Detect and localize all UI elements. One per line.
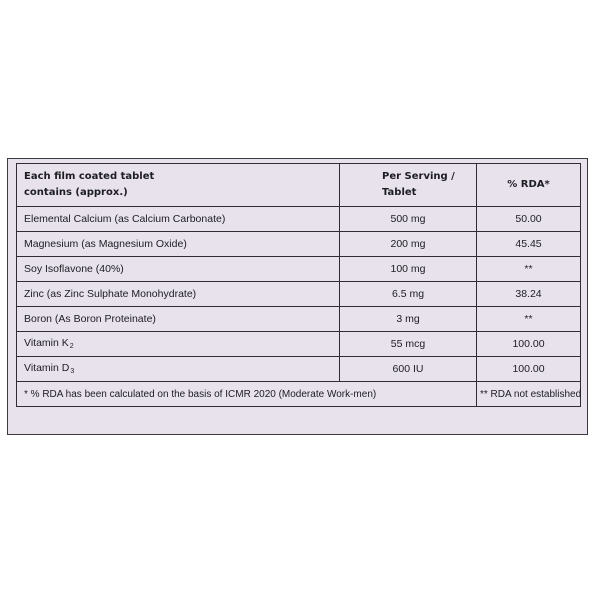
table-row — [17, 357, 581, 382]
rda-not-established-footnote: ** RDA not established — [477, 382, 581, 407]
ingredient-rda: ** — [477, 307, 581, 332]
per-serving-header-line-2: Tablet — [382, 187, 417, 198]
ingredient-rda: 100.00 — [477, 332, 581, 357]
ingredient-name: Zinc (as Zinc Sulphate Monohydrate) — [17, 282, 340, 307]
ingredient-amount: 3 mg — [340, 307, 477, 332]
ingredient-amount: 600 IU — [340, 357, 477, 382]
supplement-facts-panel — [7, 158, 588, 435]
rda-column-header: % RDA* — [477, 164, 581, 207]
table-row — [17, 207, 581, 232]
table-row — [17, 332, 581, 357]
ingredient-amount: 6.5 mg — [340, 282, 477, 307]
ingredient-name-cell — [17, 332, 340, 357]
ingredient-rda: ** — [477, 257, 581, 282]
ingredient-column-header — [17, 164, 340, 207]
ingredient-amount: 55 mcg — [340, 332, 477, 357]
table-row — [17, 307, 581, 332]
table-header-row — [17, 164, 581, 207]
ingredient-header-line-1: Each film coated tablet — [24, 171, 155, 182]
ingredient-name: Vitamin K — [24, 337, 69, 349]
ingredient-rda: 45.45 — [477, 232, 581, 257]
ingredient-name: Magnesium (as Magnesium Oxide) — [17, 232, 340, 257]
ingredient-amount: 500 mg — [340, 207, 477, 232]
ingredient-name-subscript: 2 — [69, 343, 74, 350]
ingredient-name-cell — [17, 357, 340, 382]
per-serving-column-header — [340, 164, 477, 207]
ingredient-name: Vitamin D — [24, 362, 70, 374]
ingredient-name: Elemental Calcium (as Calcium Carbonate) — [17, 207, 340, 232]
table-row — [17, 232, 581, 257]
ingredient-name-subscript: 3 — [70, 368, 75, 375]
table-row — [17, 257, 581, 282]
ingredient-rda: 100.00 — [477, 357, 581, 382]
ingredient-amount: 100 mg — [340, 257, 477, 282]
rda-basis-footnote: * % RDA has been calculated on the basis of ICMR 2020 (Moderate Work-men) — [17, 382, 477, 407]
per-serving-header-line-1: Per Serving / — [382, 171, 455, 182]
supplement-facts-table — [16, 163, 581, 407]
ingredient-name: Soy Isoflavone (40%) — [17, 257, 340, 282]
ingredient-header-line-2: contains (approx.) — [24, 187, 128, 198]
ingredient-rda: 50.00 — [477, 207, 581, 232]
ingredient-name: Boron (As Boron Proteinate) — [17, 307, 340, 332]
footnote-row — [17, 382, 581, 407]
ingredient-rda: 38.24 — [477, 282, 581, 307]
ingredient-amount: 200 mg — [340, 232, 477, 257]
table-row — [17, 282, 581, 307]
